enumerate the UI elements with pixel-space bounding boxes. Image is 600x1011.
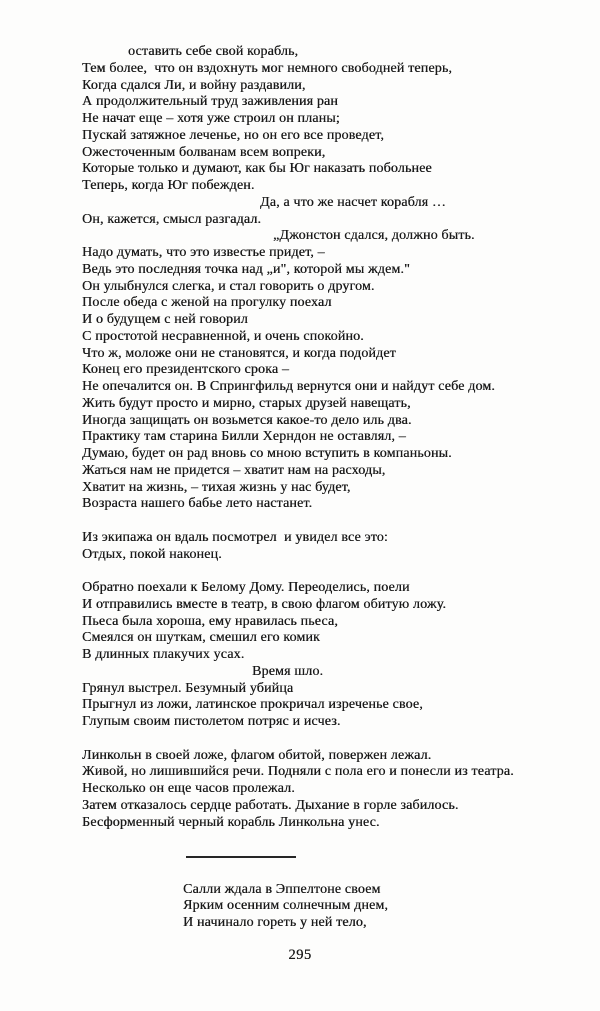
poem-line: „Джонстон сдался, должно быть. [273, 228, 475, 244]
poem-line: Тем более, что он вздохнуть мог немного свободней теперь, [82, 60, 453, 76]
poem-line: Ожесточенным болванам всем вопреки, [82, 144, 326, 160]
poem-line: С простотой несравненной, и очень спокойно. [82, 328, 364, 344]
poem-line: Жить будут просто и мирно, старых друзей навещать, [82, 395, 411, 411]
poem-line: Он улыбнулся слегка, и стал говорить о другом. [82, 278, 375, 294]
poem-line: Не опечалится он. В Спрингфильд вернутся они и найдут себе дом. [82, 379, 495, 394]
poem-line: Конец его президентского срока – [82, 362, 289, 378]
poem-line: Несколько он еще часов пролежал. [82, 781, 295, 796]
poem-line: Надо думать, что это известье придет, – [82, 245, 325, 260]
poem-line: Иногда защищать он возьмется какое-то дело иль два. [82, 412, 412, 428]
blank-line [82, 831, 600, 848]
poem-line: Думаю, будет он рад вновь со мною вступить в компаньоны. [82, 446, 452, 461]
poem-line: Не начат еще – хотя уже строил он планы; [82, 111, 340, 126]
poem-line: Возраста нашего бабье лето настанет. [82, 496, 313, 512]
poem-line: Ведь это последняя точка над „и", которой мы ждем." [82, 261, 410, 277]
poem-line: После обеда с женой на прогулку поехал [82, 295, 332, 311]
poem-line: Грянул выстрел. Безумный убийца [82, 680, 294, 696]
poem-line: Практику там старина Билли Херндон не оставлял, – [82, 429, 406, 445]
poem-line: Бесформенный черный корабль Линкольна унес. [82, 814, 380, 830]
blank-line [82, 865, 600, 882]
poem-line: В длинных плакучих усах. [82, 647, 245, 662]
blank-line [82, 513, 600, 530]
page-number: 295 [288, 946, 312, 963]
poem-line: Отдых, покой наконец. [82, 546, 222, 562]
divider-rule [186, 856, 296, 858]
section-divider [82, 848, 600, 865]
poem-line: Прыгнул из ложи, латинское прокричал изреченье свое, [82, 697, 423, 713]
blank-line [82, 731, 600, 748]
poem-line: И отправились вместе в театр, в свою флагом обитую ложу. [82, 596, 447, 612]
poem-line: Салли ждала в Эппелтоне своем [183, 881, 381, 897]
poem-line: Из экипажа он вдаль посмотрел и увидел все это: [82, 529, 388, 545]
poem-line: Он, кажется, смысл разгадал. [82, 211, 262, 227]
poem-line: Затем отказалось сердце работать. Дыхание в горле забилось. [82, 797, 459, 813]
poem-line: Пьеса была хороша, ему нравилась пьеса, [82, 613, 338, 629]
poem-line: Время шло. [252, 663, 324, 679]
poem-line: оставить себе свой корабль, [128, 44, 299, 59]
poem-line: Ярким осенним солнечным днем, [183, 898, 388, 914]
poem-line: Обратно поехали к Белому Дому. Переоделись, поели [82, 580, 410, 595]
poem-line: Пускай затяжное леченье, но он его все проведет, [82, 127, 384, 143]
poem-line: Линкольн в своей ложе, флагом обитой, повержен лежал. [82, 747, 432, 763]
poem-line: Глупым своим пистолетом потряс и исчез. [82, 714, 341, 729]
poem-line: А продолжительный труд заживления ран [82, 94, 338, 110]
poem-line: Живой, но лишившийся речи. Подняли с пола его и понесли из театра. [82, 764, 514, 780]
poem-line: Когда сдался Ли, и войну раздавили, [82, 77, 306, 93]
poem-line: И начинало гореть у ней тело, [183, 915, 367, 930]
blank-line [82, 563, 600, 580]
poem-line: И о будущем с ней говорил [82, 312, 248, 327]
poem-line: Жаться нам не придется – хватит нам на расходы, [82, 462, 386, 478]
poem-line: Теперь, когда Юг побежден. [82, 178, 255, 193]
poem-line: Смеялся он шуткам, смешил его комик [82, 630, 320, 646]
poem-line: Что ж, моложе они не становятся, и когда подойдет [82, 345, 396, 361]
poem-line: Хватит на жизнь, – тихая жизнь у нас будет, [82, 479, 351, 495]
poem-line: Да, а что же насчет корабля … [260, 194, 447, 210]
poem-line: Которые только и думают, как бы Юг наказать побольнее [82, 161, 432, 177]
